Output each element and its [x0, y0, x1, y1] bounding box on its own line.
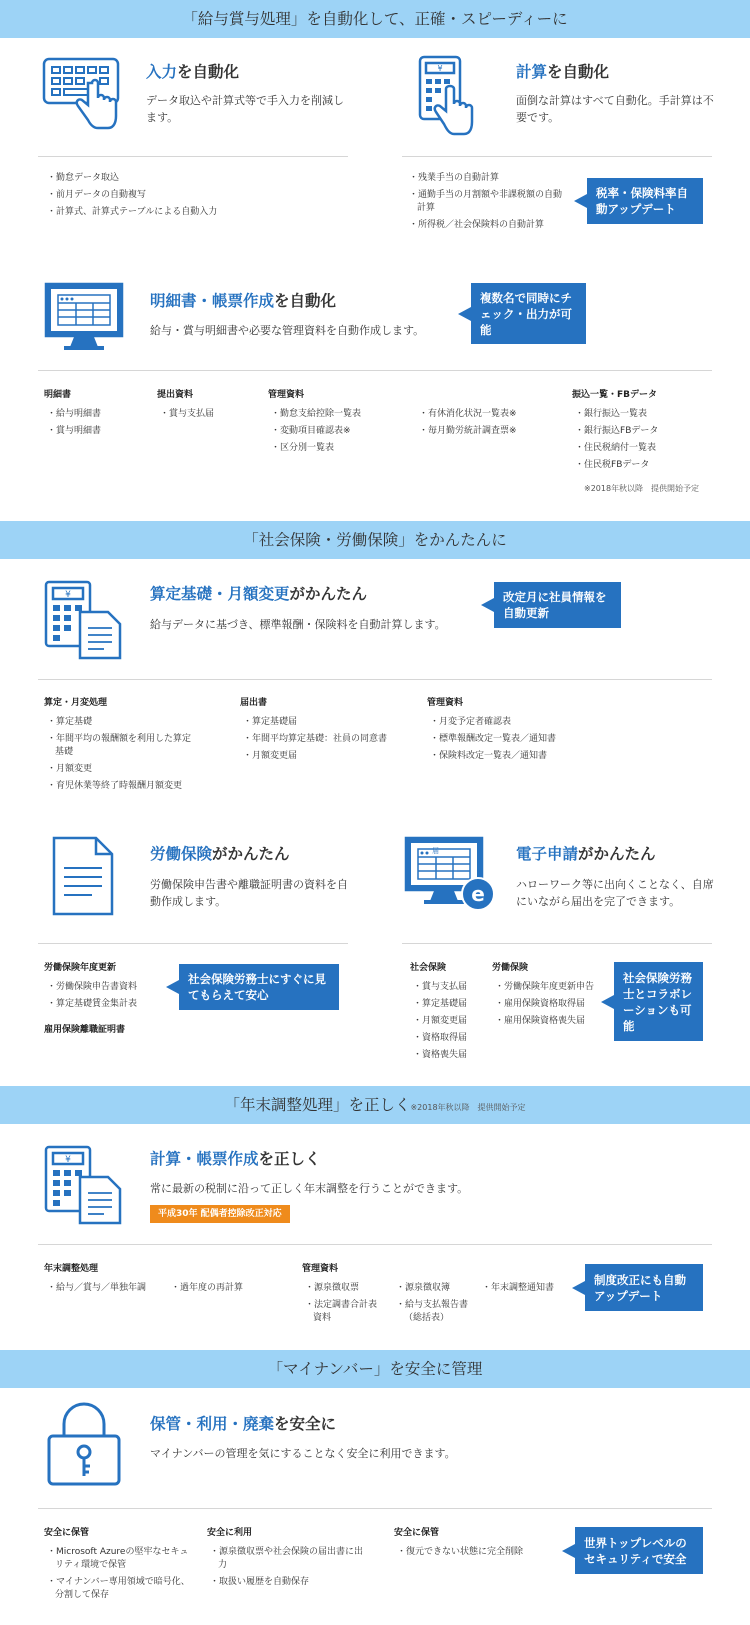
- efile-description: ハローワーク等に出向くことなく、自席にいながら届出を完了できます。: [516, 878, 714, 908]
- divider: [38, 1508, 712, 1509]
- list-item: ・ 賞与支払届: [410, 981, 490, 994]
- input-feature-list: [44, 168, 344, 223]
- divider: [402, 156, 712, 157]
- efile-icon-label: 届: [432, 847, 439, 855]
- forms-col-statements: 明細書 ・ 給与明細書 ・ 賞与明細書: [44, 386, 144, 442]
- labor-list: 労働保険年度更新 ・ 労働保険申告書資料 ・ 算定基礎賃金集計表 雇用保険離職証明書: [44, 959, 164, 1039]
- callout-collaboration: 社会保険労務士とコラボレーションも可能: [614, 962, 703, 1041]
- padlock-key-icon: [46, 1402, 122, 1486]
- list-item: ・ 法定調書合計表資料: [302, 1299, 384, 1325]
- mynumber-col-use: 安全に利用 ・ 源泉徴収票や社会保険の届出書に出力 ・ 取扱い履歴を自動保存: [207, 1524, 367, 1593]
- yearend-heading: 計算・帳票作成を正しく: [150, 1150, 321, 1168]
- list-item: ・ 銀行振込FBデータ: [572, 425, 712, 438]
- forms-col-transfer: 振込一覧・FBデータ ・ 銀行振込一覧表 ・ 銀行振込FBデータ ・ 住民税納付一覧表 ・ 住民税FBデータ: [572, 386, 712, 476]
- list-item: ・ 年末調整通知書: [479, 1282, 569, 1295]
- list-item: ・ 通勤手当の月割額や非課税額の自動計算: [406, 189, 566, 215]
- efile-col-labor: 労働保険 ・ 労働保険年度更新申告 ・ 雇用保険資格取得届 ・ 雇用保険資格喪失届: [492, 959, 598, 1032]
- calculator-hand-icon: [418, 55, 480, 137]
- section-title-mynumber: 「マイナンバー」を安全に管理: [0, 1350, 750, 1388]
- forms-col-submission: 提出資料 ・ 賞与支払届: [157, 386, 257, 425]
- callout-security: 世界トップレベルのセキュリティで安全: [575, 1527, 703, 1574]
- mynumber-heading: 保管・利用・廃棄を安全に: [150, 1415, 337, 1433]
- santei-col-management: 管理資料 ・ 月変予定者確認表 ・ 標準報酬改定一覧表／通知書 ・ 保険料改定一覧表／通知書: [427, 694, 567, 767]
- list-item: ・ 資格取得届: [410, 1032, 490, 1045]
- list-item: ・ 労働保険年度更新申告: [492, 981, 598, 994]
- list-item: ・ 賞与明細書: [44, 425, 144, 438]
- mynumber-col-dispose: 安全に保管 ・ 復元できない状態に完全削除: [394, 1524, 554, 1563]
- callout-auto-update-employees: 改定月に社員情報を自動更新: [494, 582, 621, 628]
- calculator-document-icon: [44, 580, 124, 660]
- divider: [38, 943, 348, 944]
- svg-text:e: e: [471, 882, 485, 906]
- list-item: ・ 変動項目確認表※: [268, 425, 413, 438]
- list-item: ・ 給与明細書: [44, 408, 144, 421]
- list-item: ・ 育児休業等終了時報酬月額変更: [44, 780, 194, 793]
- availability-note: ※2018年秋以降 提供開始予定: [584, 484, 700, 493]
- section-title-insurance: 「社会保険・労働保険」をかんたんに: [0, 521, 750, 559]
- list-item: ・ 月額変更届: [240, 750, 410, 763]
- input-description: データ取込や計算式等で手入力を削減します。: [146, 94, 344, 124]
- section-title-yearend: 「年末調整処理」を正しく※2018年秋以降 提供開始予定: [0, 1086, 750, 1124]
- list-item: ・ 給与支払報告書（総括表）: [393, 1299, 473, 1325]
- list-item: ・ 住民税納付一覧表: [572, 442, 712, 455]
- divider: [38, 1244, 712, 1245]
- list-item: ・ 資格喪失届: [410, 1049, 490, 1062]
- list-item: ・ 計算式、計算式テーブルによる自動入力: [44, 206, 344, 219]
- yearend-col-management: 管理資料 ・ 源泉徴収票 ・ 法定調書合計表資料: [302, 1260, 384, 1329]
- list-item: ・ 算定基礎届: [410, 998, 490, 1011]
- monitor-e-icon: [404, 836, 496, 914]
- list-item: ・ 勤怠データ取込: [44, 172, 344, 185]
- list-item: ・ 月額変更: [44, 763, 194, 776]
- list-item: ・ 保険料改定一覧表／通知書: [427, 750, 567, 763]
- labor-description: 労働保険申告書や離職証明書の資料を自動作成します。: [150, 878, 348, 908]
- list-item: ・ 源泉徴収票: [302, 1282, 384, 1295]
- labor-heading: 労働保険がかんたん: [150, 845, 290, 863]
- list-item: ・ マイナンバー専用領域で暗号化、分割して保存: [44, 1576, 190, 1602]
- efile-heading: 電子申請がかんたん: [516, 845, 656, 863]
- svg-text:¥: ¥: [65, 1155, 71, 1165]
- list-item: ・ 算定基礎: [44, 716, 194, 729]
- list-item: ・ 雇用保険資格取得届: [492, 998, 598, 1011]
- list-item: ・ 雇用保険資格喪失届: [492, 1015, 598, 1028]
- list-item: ・ 賞与支払届: [157, 408, 257, 421]
- list-item: ・ 有休消化状況一覧表※: [416, 408, 556, 421]
- callout-law-update: 制度改正にも自動アップデート: [585, 1264, 703, 1311]
- list-item: ・ 源泉徴収簿: [393, 1282, 473, 1295]
- yearend-col-processing: 年末調整処理 ・ 給与／賞与／単独年調: [44, 1260, 164, 1299]
- forms-description: 給与・賞与明細書や必要な管理資料を自動作成します。: [150, 324, 425, 337]
- santei-col-processing: 算定・月変処理 ・ 算定基礎 ・ 年間平均の報酬額を利用した算定基礎 ・ 月額変更 ・ 育児休業等終了時報酬月額変更: [44, 694, 194, 797]
- list-item: ・ 源泉徴収票や社会保険の届出書に出力: [207, 1546, 367, 1572]
- input-heading: 入力を自動化: [146, 63, 240, 81]
- list-item: ・ 月額変更届: [410, 1015, 490, 1028]
- list-item: ・ 復元できない状態に完全削除: [394, 1546, 554, 1559]
- section-title-payroll: 「給与賞与処理」を自動化して、正確・スピーディーに: [0, 0, 750, 38]
- yearend-col-processing-2: [168, 1278, 268, 1299]
- santei-col-forms: 届出書 ・ 算定基礎届 ・ 年間平均算定基礎：社員の同意書 ・ 月額変更届: [240, 694, 410, 767]
- list-item: ・ 標準報酬改定一覧表／通知書: [427, 733, 567, 746]
- list-item: ・ 毎月勤労統計調査票※: [416, 425, 556, 438]
- efile-col-social: 社会保険 ・ 賞与支払届 ・ 算定基礎届 ・ 月額変更届 ・ 資格取得届 ・ 資格喪失届: [410, 959, 490, 1066]
- divider: [38, 156, 348, 157]
- yearend-description: 常に最新の税制に沿って正しく年末調整を行うことができます。: [150, 1182, 469, 1195]
- santei-description: 給与データに基づき、標準報酬・保険料を自動計算します。: [150, 618, 446, 631]
- santei-heading: 算定基礎・月額変更がかんたん: [150, 585, 368, 603]
- calc-description: 面倒な計算はすべて自動化。手計算は不要です。: [516, 94, 714, 124]
- mynumber-col-store: 安全に保管 ・ Microsoft Azureの堅牢なセキュリティ環境で保管 ・ マイナンバー専用領域で暗号化、分割して保存: [44, 1524, 190, 1606]
- list-item: ・ 月変予定者確認表: [427, 716, 567, 729]
- list-item: ・ 算定基礎届: [240, 716, 410, 729]
- list-item: ・ Microsoft Azureの堅牢なセキュリティ環境で保管: [44, 1546, 190, 1572]
- forms-col-management-2: [416, 404, 556, 442]
- list-item: ・ 区分別一覧表: [268, 442, 413, 455]
- divider: [402, 943, 712, 944]
- list-item: ・ 年間平均算定基礎：社員の同意書: [240, 733, 410, 746]
- list-item: ・ 取扱い履歴を自動保存: [207, 1576, 367, 1589]
- list-item: ・ 前月データの自動複写: [44, 189, 344, 202]
- mynumber-description: マイナンバーの管理を気にすることなく安全に利用できます。: [150, 1447, 456, 1460]
- forms-heading: 明細書・帳票作成を自動化: [150, 292, 337, 310]
- list-item: ・ 労働保険申告書資料: [44, 981, 164, 994]
- yearend-col-management-2: [393, 1278, 473, 1329]
- callout-multi-user: 複数名で同時にチェック・出力が可能: [471, 283, 586, 344]
- monitor-table-icon: [44, 282, 124, 352]
- divider: [38, 679, 712, 680]
- keyboard-hand-icon: [42, 57, 120, 137]
- list-item: ・ 勤怠支給控除一覧表: [268, 408, 413, 421]
- list-item: ・ 所得税／社会保険料の自動計算: [406, 219, 566, 232]
- list-item: ・ 年間平均の報酬額を利用した算定基礎: [44, 733, 194, 759]
- divider: [38, 370, 712, 371]
- list-item: ・ 銀行振込一覧表: [572, 408, 712, 421]
- list-item: ・ 過年度の再計算: [168, 1282, 268, 1295]
- status-badge: 平成30年 配偶者控除改正対応: [150, 1205, 290, 1223]
- callout-labor-consultant: 社会保険労務士にすぐに見てもらえて安心: [179, 964, 339, 1010]
- calc-feature-list: [406, 168, 566, 236]
- document-icon: [52, 836, 114, 916]
- yearend-col-management-3: [479, 1278, 569, 1299]
- list-item: ・ 残業手当の自動計算: [406, 172, 566, 185]
- forms-col-management: 管理資料 ・ 勤怠支給控除一覧表 ・ 変動項目確認表※ ・ 区分別一覧表: [268, 386, 413, 459]
- calc-heading: 計算を自動化: [516, 63, 610, 81]
- list-item: ・ 算定基礎賃金集計表: [44, 998, 164, 1011]
- svg-text:¥: ¥: [437, 64, 443, 73]
- svg-text:¥: ¥: [65, 590, 71, 600]
- list-item: ・ 給与／賞与／単独年調: [44, 1282, 164, 1295]
- list-item: ・ 住民税FBデータ: [572, 459, 712, 472]
- calculator-document-icon: [44, 1145, 124, 1225]
- callout-auto-update: 税率・保険料率自動アップデート: [587, 178, 703, 224]
